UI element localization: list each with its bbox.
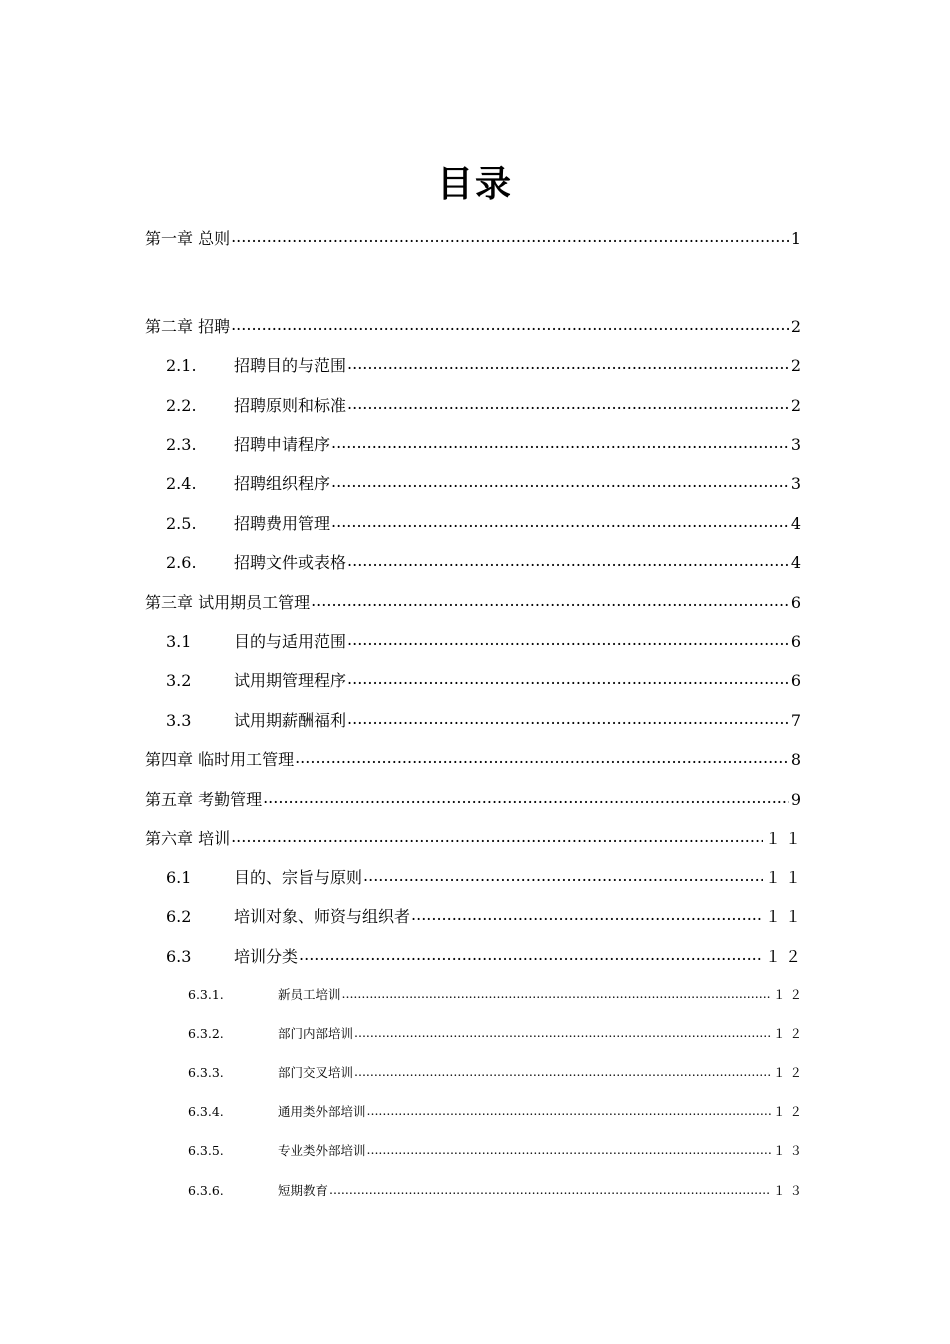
- toc-entry[interactable]: [145, 314, 805, 337]
- toc-entry[interactable]: [188, 1024, 806, 1042]
- toc-dot-leader: [263, 789, 789, 805]
- toc-entry[interactable]: [166, 393, 805, 416]
- toc-entry-title: 通用类外部培训: [278, 1104, 366, 1119]
- toc-entry[interactable]: [166, 471, 805, 494]
- toc-entry-page: １２: [772, 1026, 806, 1041]
- toc-entry-number: 6.3.5.: [188, 1143, 224, 1158]
- toc-entry-number: 6.3.3.: [188, 1065, 224, 1080]
- toc-entry-title: 第三章 试用期员工管理: [145, 593, 311, 612]
- toc-dot-leader: [231, 316, 789, 332]
- toc-entry-page: 8: [790, 750, 805, 769]
- toc-entry-page: １１: [764, 907, 805, 926]
- toc-entry-page: 3: [790, 474, 805, 493]
- toc-entry-title: 第五章 考勤管理: [145, 790, 263, 809]
- toc-entry-page: 2: [790, 317, 805, 336]
- toc-entry-number: 2.4.: [166, 474, 197, 493]
- toc-dot-leader: [295, 749, 789, 765]
- toc-entry-number: 6.3.2.: [188, 1026, 224, 1041]
- toc-entry[interactable]: [188, 985, 806, 1003]
- toc-entry[interactable]: [166, 865, 805, 888]
- toc-entry-title: 第四章 临时用工管理: [145, 750, 295, 769]
- toc-entry-page: １３: [772, 1143, 806, 1158]
- toc-entry[interactable]: [166, 629, 805, 652]
- toc-entry-title: 招聘文件或表格: [234, 553, 347, 572]
- toc-entry-title: 招聘原则和标准: [234, 396, 347, 415]
- toc-entry-title: 第六章 培训: [145, 829, 231, 848]
- toc-entry[interactable]: [166, 432, 805, 455]
- toc-dot-leader: [411, 906, 763, 922]
- toc-entry-page: 6: [790, 632, 805, 651]
- toc-entry-page: １２: [764, 947, 805, 966]
- toc-dot-leader: [331, 513, 789, 529]
- toc-dot-leader: [311, 592, 789, 608]
- toc-entry-number: 6.3.4.: [188, 1104, 224, 1119]
- toc-entry-number: 2.2.: [166, 396, 197, 415]
- toc-entry-title: 短期教育: [278, 1183, 329, 1198]
- toc-entry-page: １１: [764, 829, 805, 848]
- toc-entry-number: 2.5.: [166, 514, 197, 533]
- toc-entry-page: １３: [772, 1183, 806, 1198]
- toc-entry[interactable]: [166, 353, 805, 376]
- toc-dot-leader: [331, 473, 789, 489]
- toc-entry[interactable]: [166, 904, 805, 927]
- toc-entry-page: 4: [790, 514, 805, 533]
- toc-entry[interactable]: [188, 1181, 806, 1199]
- toc-entry-title: 部门交叉培训: [278, 1065, 354, 1080]
- toc-entry-number: 2.6.: [166, 553, 197, 572]
- toc-entry-number: 2.1.: [166, 356, 197, 375]
- toc-entry-page: 3: [790, 435, 805, 454]
- toc-dot-leader: [331, 434, 789, 450]
- toc-dot-leader: [231, 228, 789, 244]
- toc-entry-title: 试用期管理程序: [234, 671, 347, 690]
- toc-dot-leader: [363, 867, 763, 883]
- toc-entry-title: 专业类外部培训: [278, 1143, 366, 1158]
- toc-entry[interactable]: [166, 511, 805, 534]
- toc-entry-number: 6.3.6.: [188, 1183, 224, 1198]
- page-title: 目录: [436, 164, 513, 206]
- toc-entry-title: 培训对象、师资与组织者: [234, 907, 411, 926]
- toc-dot-leader: [347, 395, 789, 411]
- toc-entry-number: 6.3.1.: [188, 987, 224, 1002]
- toc-entry-number: 3.3: [166, 711, 192, 730]
- toc-entry[interactable]: [188, 1141, 806, 1159]
- toc-entry-page: 2: [790, 356, 805, 375]
- toc-entry[interactable]: [166, 668, 805, 691]
- toc-entry-title: 招聘组织程序: [234, 474, 331, 493]
- toc-entry-number: 6.1: [166, 868, 192, 887]
- toc-entry-title: 第二章 招聘: [145, 317, 231, 336]
- toc-entry-title: 培训分类: [234, 947, 299, 966]
- toc-entry-number: 6.3: [166, 947, 192, 966]
- toc-dot-leader: [367, 1143, 771, 1156]
- toc-entry-title: 招聘费用管理: [234, 514, 331, 533]
- toc-dot-leader: [367, 1104, 771, 1117]
- toc-entry[interactable]: [145, 787, 805, 810]
- toc-dot-leader: [354, 1065, 771, 1078]
- toc-entry-number: 3.2: [166, 671, 192, 690]
- toc-entry-number: 3.1: [166, 632, 192, 651]
- toc-dot-leader: [347, 552, 789, 568]
- toc-entry[interactable]: [166, 944, 805, 967]
- toc-entry-page: 7: [790, 711, 805, 730]
- toc-entry[interactable]: [166, 708, 805, 731]
- toc-entry-title: 试用期薪酬福利: [234, 711, 347, 730]
- toc-dot-leader: [347, 670, 789, 686]
- toc-entry-title: 第一章 总则: [145, 229, 231, 248]
- toc-entry[interactable]: [145, 226, 805, 249]
- toc-entry-page: 6: [790, 671, 805, 690]
- toc-entry-title: 目的、宗旨与原则: [234, 868, 363, 887]
- toc-dot-leader: [231, 828, 763, 844]
- toc-entry-page: １１: [764, 868, 805, 887]
- toc-dot-leader: [354, 1026, 771, 1039]
- toc-dot-leader: [347, 355, 789, 371]
- toc-dot-leader: [342, 987, 771, 1000]
- toc-dot-leader: [347, 631, 789, 647]
- toc-entry-title: 招聘申请程序: [234, 435, 331, 454]
- toc-entry-page: 1: [790, 229, 805, 248]
- toc-entry-title: 部门内部培训: [278, 1026, 354, 1041]
- toc-entry-title: 目的与适用范围: [234, 632, 347, 651]
- toc-entry-page: 6: [790, 593, 805, 612]
- toc-entry-page: １２: [772, 987, 806, 1002]
- toc-dot-leader: [329, 1183, 771, 1196]
- toc-entry[interactable]: [145, 747, 805, 770]
- toc-entry[interactable]: [188, 1063, 806, 1081]
- toc-entry-title: 新员工培训: [278, 987, 341, 1002]
- toc-entry-page: 9: [790, 790, 805, 809]
- toc-entry-page: １２: [772, 1065, 806, 1080]
- toc-entry-number: 2.3.: [166, 435, 197, 454]
- toc-entry-number: 6.2: [166, 907, 192, 926]
- toc-entry[interactable]: [145, 826, 805, 849]
- toc-entry[interactable]: [188, 1102, 806, 1120]
- toc-entry-title: 招聘目的与范围: [234, 356, 347, 375]
- toc-entry-page: 4: [790, 553, 805, 572]
- toc-dot-leader: [299, 946, 763, 962]
- toc-entry-page: 2: [790, 396, 805, 415]
- toc-entry-page: １２: [772, 1104, 806, 1119]
- toc-entry[interactable]: [166, 550, 805, 573]
- toc-dot-leader: [347, 710, 789, 726]
- toc-entry[interactable]: [145, 590, 805, 613]
